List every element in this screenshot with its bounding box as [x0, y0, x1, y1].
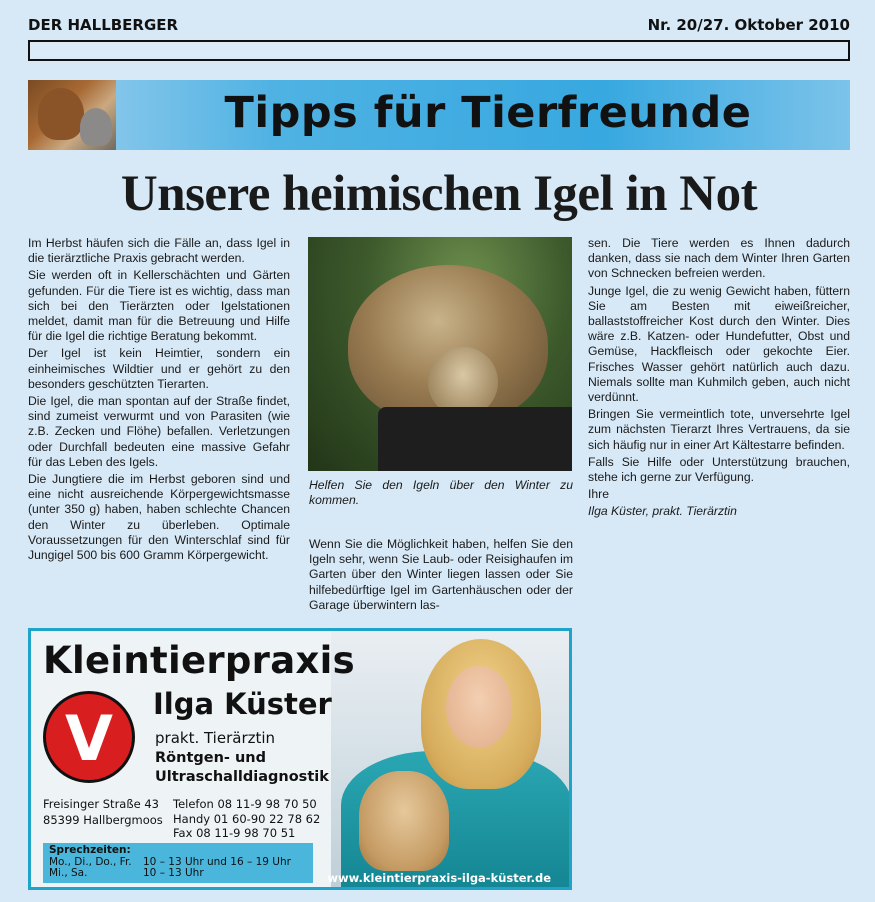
- ad-vet-name: Ilga Küster: [153, 687, 332, 721]
- paragraph: Wenn Sie die Möglichkeit haben, helfen Sie den Igeln sehr, wenn Sie Laub- oder Reisighaufen im Garten über den Winter liegen lassen oder Sie hilfebedürftige Igel im Gartenhäuschen oder der Garage überwintern las-: [309, 537, 573, 612]
- fax-number: Fax 08 11-9 98 70 51: [173, 826, 296, 840]
- office-hours: [43, 843, 313, 883]
- article-column-right: [588, 236, 850, 522]
- article-column-middle: [309, 537, 573, 615]
- paragraph: sen. Die Tiere werden es Ihnen dadurch danken, dass sie nach dem Winter Ihren Garten von Schnecken befreien werden.: [588, 236, 850, 281]
- hours-times: 10 – 13 Uhr: [143, 867, 204, 879]
- paper-name: DER HALLBERGER: [28, 16, 179, 34]
- dog-shape: [38, 88, 84, 140]
- specialty-line: Röntgen- und: [155, 750, 267, 766]
- paragraph: Im Herbst häufen sich die Fälle an, dass Igel in die tierärztliche Praxis gebracht werden.: [28, 236, 290, 266]
- header-rule-box: [28, 40, 850, 61]
- hours-days: Mo., Di., Do., Fr.: [49, 855, 132, 868]
- face-shape: [446, 666, 512, 748]
- hours-times: 10 – 13 Uhr und 16 – 19 Uhr: [143, 855, 291, 868]
- cat-shape: [80, 108, 112, 146]
- paragraph: Sie werden oft in Kellerschächten und Gärten gefunden. Für die Tiere ist es wichtig, dass man sich bei den Tierärzten oder Igelstationen meldet, damit man für die Betreuung und Hilfe für die Igel die richtige Beratung bekommt.: [28, 268, 290, 344]
- paragraph: Der Igel ist kein Heimtier, sondern ein einheimisches Wildtier und er gehört zu den besonders geschützten Tierarten.: [28, 346, 290, 391]
- address-street: Freisinger Straße 43: [43, 797, 159, 811]
- plant-pot: [378, 407, 572, 471]
- clinic-advertisement: [28, 628, 572, 890]
- website-url: www.kleintierpraxis-ilga-küster.de: [327, 871, 551, 885]
- address-city: 85399 Hallbergmoos: [43, 812, 163, 827]
- logo-letter: V: [65, 702, 113, 775]
- issue-date: Nr. 20/27. Oktober 2010: [647, 16, 850, 34]
- hours-row: [49, 868, 307, 880]
- paragraph: Falls Sie Hilfe oder Unterstützung brauchen, stehe ich gerne zur Verfügung.: [588, 454, 850, 485]
- paragraph: Junge Igel, die zu wenig Gewicht haben, füttern Sie am Besten mit eiweißreicher, ballaststoffreicher Kost durch den Winter. Dies wäre z.B. Katzen- oder Hundefutter, Obst und Gemüse, Hackfleisch oder gekochte Eier. Frisches Wasser gehört natürlich auch dazu. Niemals sollte man Kuhmilch geben, auch nicht verdünnt.: [588, 283, 850, 405]
- ad-address: [43, 797, 173, 828]
- vet-with-cat-photo: [331, 631, 572, 887]
- masthead: [28, 14, 850, 36]
- paragraph: Die Jungtiere die im Herbst geboren sind und eine nicht ausreichende Körpergewichtsmasse (unter 350 g) haben, haben schlechte Chancen den Winter zu überleben. Optimale Voraussetzungen für den Winterschlaf sind für Jungigel 500 bis 600 Gramm Körpergewicht.: [28, 472, 290, 563]
- hedgehog-photo: [308, 237, 572, 471]
- article-headline: Unsere heimischen Igel in Not: [120, 166, 758, 222]
- cat-shape: [359, 771, 449, 871]
- section-title: Tipps für Tierfreunde: [224, 88, 752, 138]
- specialty-line: Ultraschalldiagnostik: [155, 769, 329, 785]
- signature: Ilga Küster, prakt. Tierärztin: [588, 504, 737, 519]
- phone-number: Telefon 08 11-9 98 70 50: [173, 797, 317, 811]
- ad-title: Kleintierpraxis: [43, 639, 355, 682]
- ad-specialty: [155, 749, 335, 787]
- hours-label: Sprechzeiten:: [49, 844, 131, 856]
- paragraph: Bringen Sie vermeintlich tote, unversehrte Igel zum nächsten Tierarzt Ihres Vertrauens, da sie sich häufig nur in einer Art Kältestarre befinden.: [588, 407, 850, 452]
- ad-contact: [173, 797, 333, 841]
- paragraph: Die Igel, die man spontan auf der Straße findet, sind zumeist verwurmt und von Parasiten (wie z.B. Zecken und Flöhe) befallen. Verletzungen oder Durchfall bedeuten eine massive Gefahr für das Leben des Igels.: [28, 394, 290, 469]
- hours-days: Mi., Sa.: [49, 867, 88, 879]
- dog-and-cat-photo: [28, 80, 116, 150]
- vet-logo-icon: [43, 691, 135, 783]
- photo-caption: Helfen Sie den Igeln über den Winter zu kommen.: [309, 478, 573, 507]
- article-column-left: [28, 236, 290, 565]
- ad-vet-title: prakt. Tierärztin: [155, 729, 276, 747]
- section-banner: [28, 80, 850, 150]
- mobile-number: Handy 01 60-90 22 78 62: [173, 811, 321, 826]
- paragraph: Ihre: [588, 487, 610, 502]
